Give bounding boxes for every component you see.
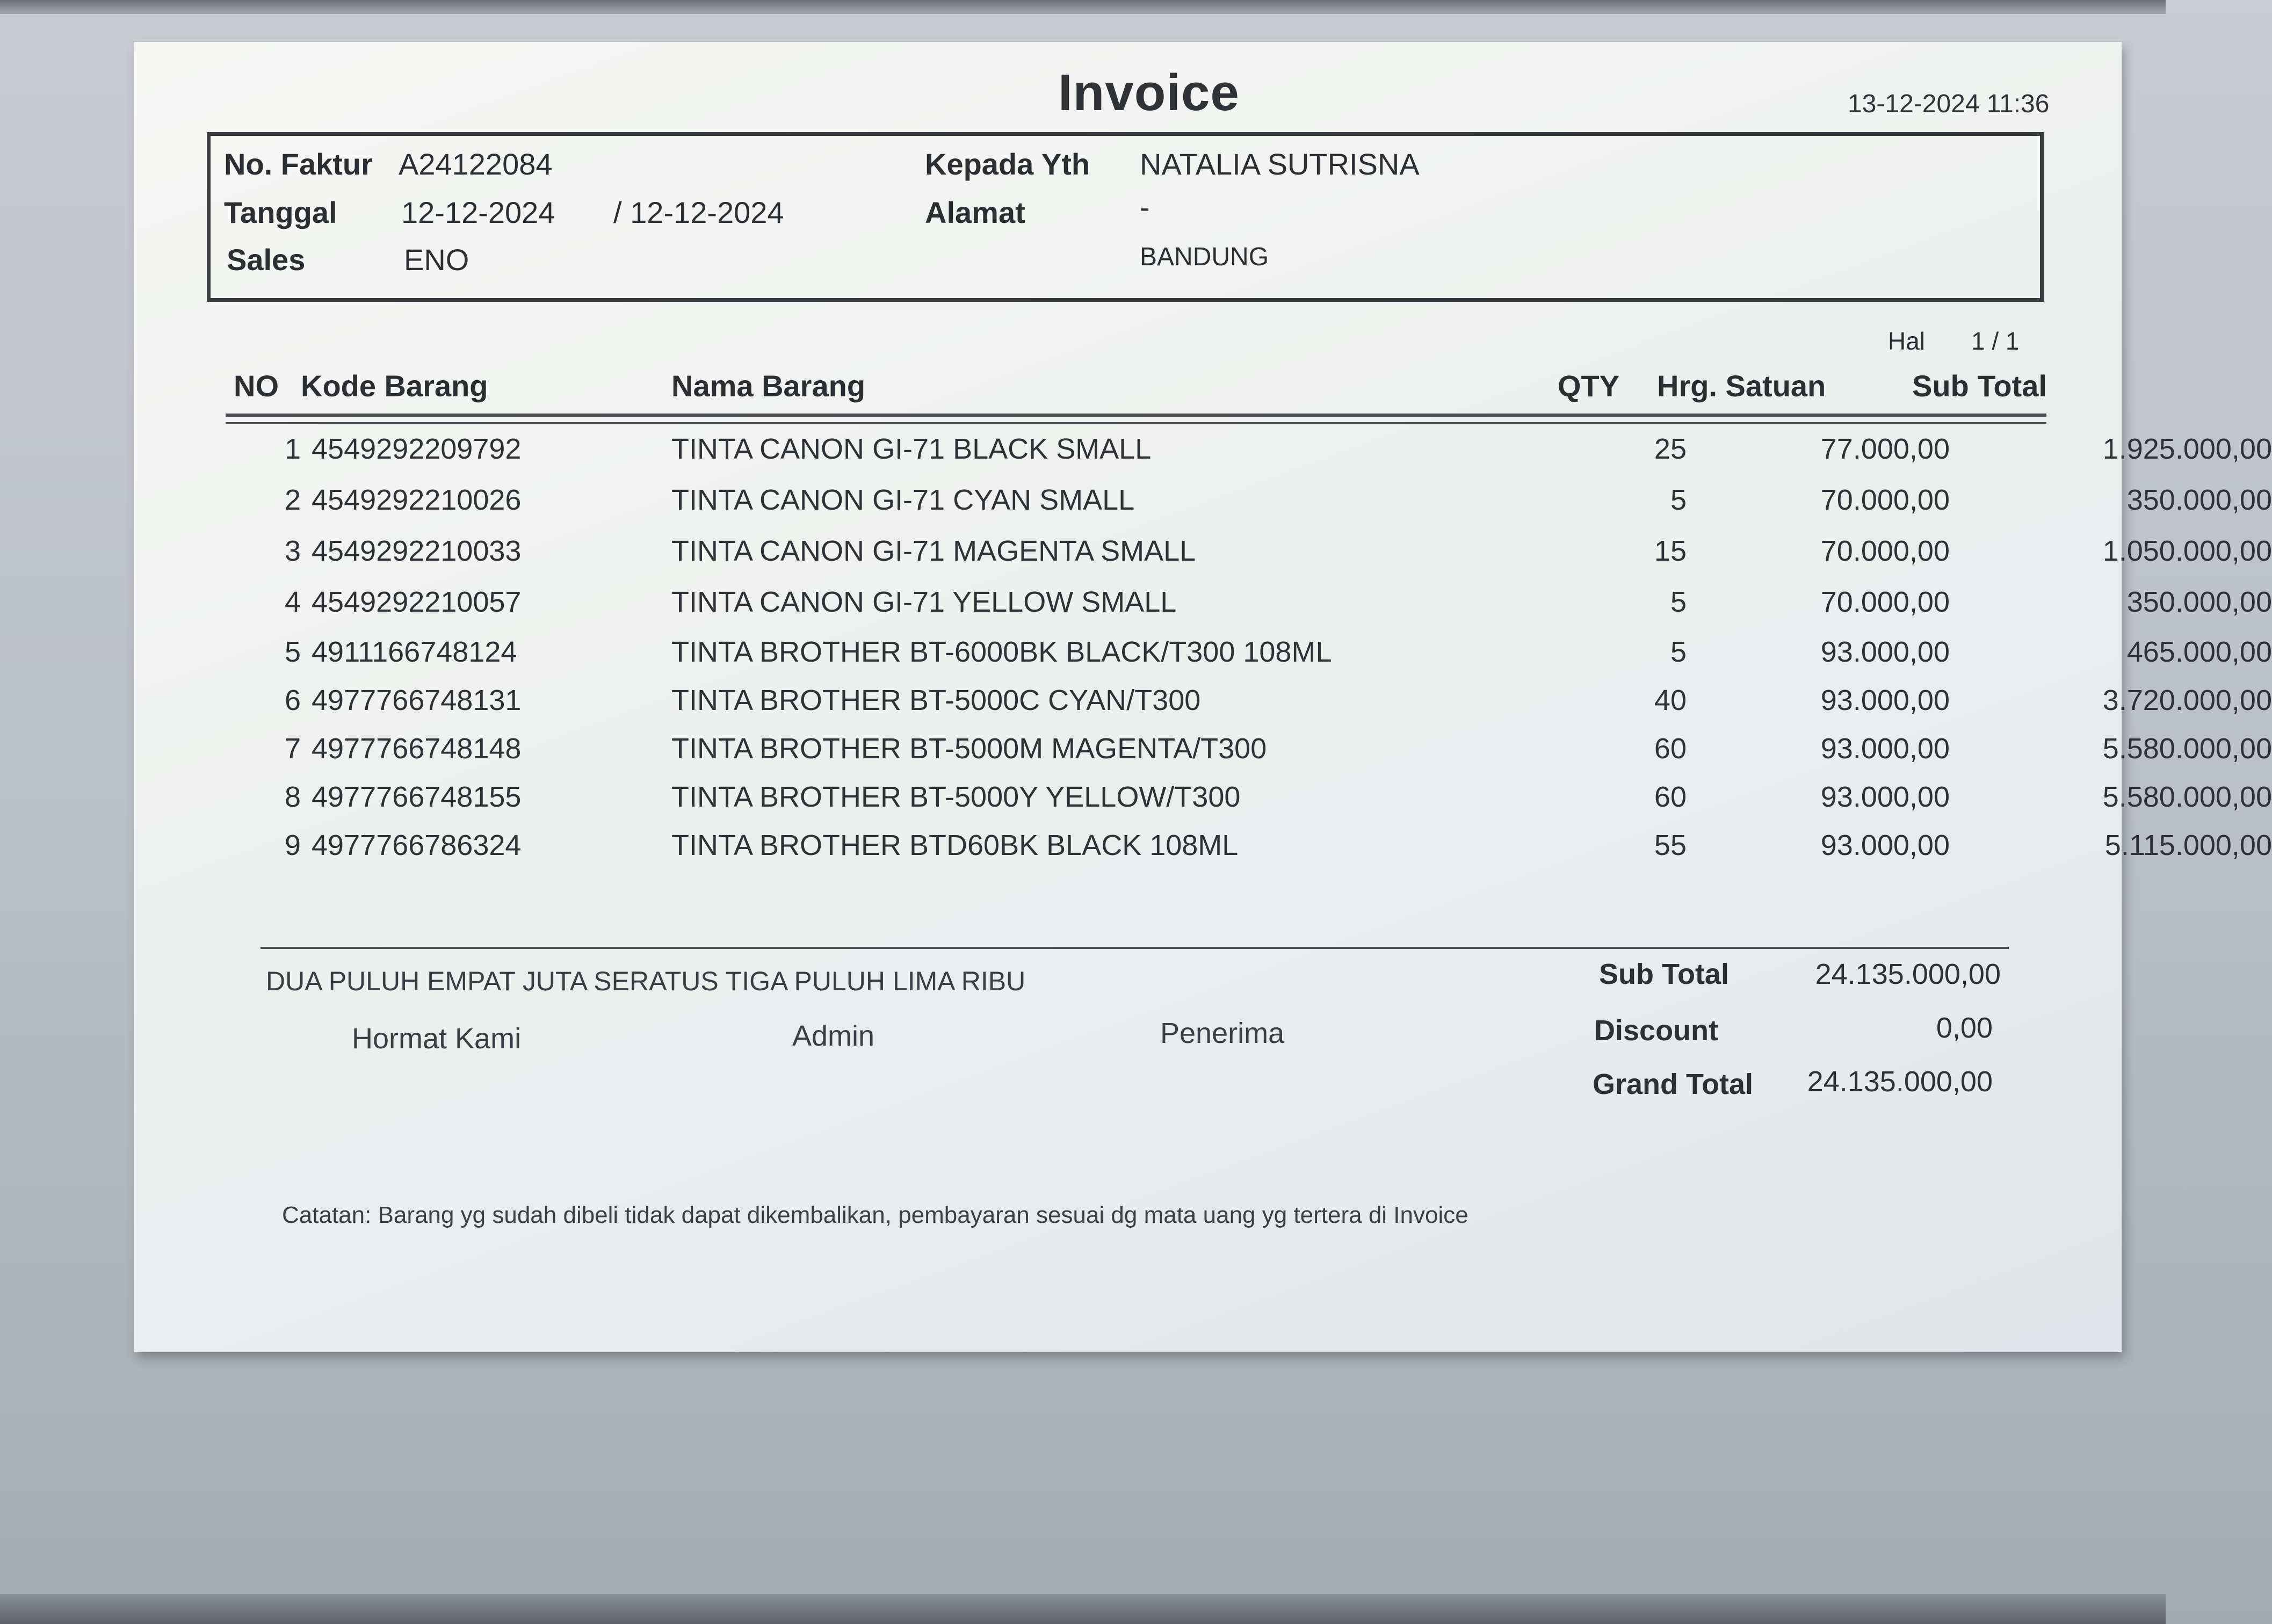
tanggal-value: 12-12-2024 — [401, 195, 555, 229]
row-price: 77.000,00 — [1820, 433, 1950, 465]
screen-bottom-edge — [0, 1594, 2166, 1624]
table-row — [134, 829, 2272, 877]
col-header-subtotal: Sub Total — [1912, 369, 2047, 403]
table-row — [134, 635, 2272, 684]
table-row — [134, 483, 2272, 532]
no-faktur-value: A24122084 — [399, 147, 553, 181]
col-header-name: Nama Barang — [671, 369, 866, 403]
row-code: 4549292210033 — [312, 535, 522, 567]
signature-hormat-kami: Hormat Kami — [352, 1023, 522, 1055]
table-row — [134, 684, 2272, 732]
row-no: 6 — [284, 684, 301, 716]
row-no: 9 — [284, 829, 301, 861]
col-header-code: Kode Barang — [301, 369, 488, 403]
kepada-label: Kepada Yth — [925, 147, 1090, 181]
row-price: 93.000,00 — [1820, 684, 1950, 716]
alamat-label: Alamat — [925, 195, 1025, 229]
row-subtotal: 5.580.000,00 — [2102, 781, 2272, 813]
col-header-qty: QTY — [1558, 369, 1620, 403]
discount-value: 0,00 — [1936, 1012, 1993, 1044]
row-no: 2 — [284, 484, 301, 516]
row-name: TINTA CANON GI-71 BLACK SMALL — [671, 433, 1152, 465]
sales-value: ENO — [404, 243, 469, 277]
row-qty: 60 — [1654, 733, 1687, 765]
row-name: TINTA CANON GI-71 MAGENTA SMALL — [671, 535, 1196, 567]
page-number: 1 / 1 — [1971, 327, 2020, 355]
row-name: TINTA CANON GI-71 YELLOW SMALL — [671, 586, 1177, 618]
row-name: TINTA BROTHER BT-5000C CYAN/T300 — [671, 684, 1201, 716]
row-qty: 25 — [1654, 433, 1687, 465]
row-price: 93.000,00 — [1820, 733, 1950, 765]
alamat-line-2: BANDUNG — [1140, 243, 1269, 271]
row-code: 4549292210026 — [312, 484, 522, 516]
amount-in-words: DUA PULUH EMPAT JUTA SERATUS TIGA PULUH LIMA RIBU — [266, 966, 1026, 996]
row-code: 4977766786324 — [312, 829, 522, 861]
row-name: TINTA BROTHER BT-5000M MAGENTA/T300 — [671, 733, 1267, 765]
table-row — [134, 585, 2272, 634]
invoice-document — [134, 42, 2272, 1352]
row-code: 4977766748131 — [312, 684, 522, 716]
discount-label: Discount — [1594, 1014, 1719, 1047]
sales-label: Sales — [227, 243, 306, 277]
row-name: TINTA BROTHER BT-5000Y YELLOW/T300 — [671, 781, 1241, 813]
table-row — [134, 432, 2272, 481]
table-row — [134, 780, 2272, 829]
page-label: Hal — [1888, 327, 1926, 355]
row-name: TINTA BROTHER BTD60BK BLACK 108ML — [671, 829, 1239, 861]
row-no: 1 — [284, 433, 301, 465]
row-subtotal: 1.925.000,00 — [2102, 433, 2272, 465]
row-code: 4549292209792 — [312, 433, 522, 465]
table-row — [134, 732, 2272, 780]
row-code: 4977766748148 — [312, 733, 522, 765]
kepada-value: NATALIA SUTRISNA — [1140, 147, 1420, 181]
subtotal-value: 24.135.000,00 — [1815, 958, 2001, 990]
alamat-line-1: - — [1140, 190, 1150, 224]
row-no: 8 — [284, 781, 301, 813]
row-qty: 5 — [1670, 484, 1687, 516]
grandtotal-value: 24.135.000,00 — [1807, 1065, 1993, 1098]
row-subtotal: 350.000,00 — [2126, 484, 2272, 516]
row-price: 93.000,00 — [1820, 781, 1950, 813]
row-subtotal: 1.050.000,00 — [2102, 535, 2272, 567]
row-name: TINTA BROTHER BT-6000BK BLACK/T300 108ML — [671, 636, 1332, 668]
row-subtotal: 5.580.000,00 — [2102, 733, 2272, 765]
row-no: 4 — [284, 586, 301, 618]
row-code: 4977766748155 — [312, 781, 522, 813]
invoice-note: Catatan: Barang yg sudah dibeli tidak dapat dikembalikan, pembayaran sesuai dg mata uang yg tertera di Invoice — [282, 1202, 1468, 1228]
row-no: 5 — [284, 636, 301, 668]
row-price: 70.000,00 — [1820, 586, 1950, 618]
subtotal-label: Sub Total — [1599, 958, 1729, 990]
table-row — [134, 534, 2272, 583]
row-qty: 5 — [1670, 636, 1687, 668]
row-code: 4549292210057 — [312, 586, 522, 618]
header-rule-top — [226, 414, 2046, 417]
row-price: 93.000,00 — [1820, 636, 1950, 668]
row-qty: 15 — [1654, 535, 1687, 567]
printed-datetime: 13-12-2024 11:36 — [1848, 90, 2050, 118]
row-name: TINTA CANON GI-71 CYAN SMALL — [671, 484, 1135, 516]
row-qty: 60 — [1654, 781, 1687, 813]
row-qty: 55 — [1654, 829, 1687, 861]
row-subtotal: 3.720.000,00 — [2102, 684, 2272, 716]
screen-top-edge — [0, 0, 2166, 14]
row-price: 70.000,00 — [1820, 535, 1950, 567]
tanggal-due-value: / 12-12-2024 — [613, 195, 784, 229]
no-faktur-label: No. Faktur — [224, 147, 373, 181]
header-rule-bottom — [226, 422, 2046, 424]
row-code: 4911166748124 — [312, 636, 517, 668]
row-no: 3 — [284, 535, 301, 567]
grandtotal-label: Grand Total — [1593, 1068, 1754, 1100]
row-subtotal: 350.000,00 — [2126, 586, 2272, 618]
invoice-title: Invoice — [1058, 64, 1240, 121]
row-no: 7 — [284, 733, 301, 765]
row-subtotal: 465.000,00 — [2126, 636, 2272, 668]
row-price: 70.000,00 — [1820, 484, 1950, 516]
footer-rule — [261, 947, 2009, 949]
row-price: 93.000,00 — [1820, 829, 1950, 861]
row-qty: 40 — [1654, 684, 1687, 716]
col-header-price: Hrg. Satuan — [1657, 369, 1826, 403]
signature-admin: Admin — [792, 1020, 875, 1052]
col-header-no: NO — [234, 369, 279, 403]
signature-penerima: Penerima — [1160, 1017, 1285, 1049]
invoice-header-box — [207, 132, 2044, 302]
row-subtotal: 5.115.000,00 — [2104, 829, 2272, 861]
row-qty: 5 — [1670, 586, 1687, 618]
tanggal-label: Tanggal — [224, 195, 337, 229]
